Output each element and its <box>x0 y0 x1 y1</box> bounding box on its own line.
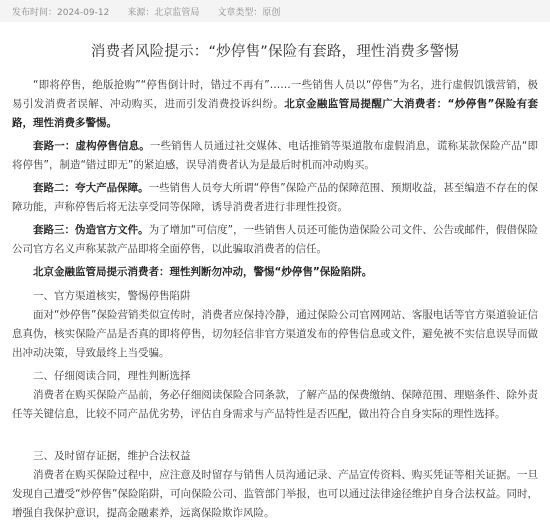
tip-heading: 三、及时留存证据，维护合法权益 <box>33 450 191 462</box>
tip-paragraph: 面对“炒停售”保险营销类似宣传时，消费者应保持冷静，通过保险公司官网网站、客服电话等官方渠道验证信息真伪，核实保险产品是否真的即将停售，切勿轻信非官方渠道发布的停售信息或文件，避免被不实信息误导而做出冲动决策，导致最终上当受骗。 <box>12 309 538 359</box>
routine-text: 为了增加“可信度”，一些销售人员还可能伪造保险公司文件、公告或邮件，假借保险公司官方名义声称某款产品即将全面停售，以此骗取消费者的信任。 <box>12 224 538 255</box>
article-type: 文章类型：原创 <box>217 7 281 18</box>
routine-label: 套路一：虚构停售信息。 <box>33 140 150 152</box>
routine-label: 套路三：伪造官方文件。 <box>33 224 149 236</box>
intro-text: “即将停售，绝版抢购”“停售倒计时，错过不再有”……一些销售人员以“停售”为名，进行虚假饥饿营销，极易引发消费者误解、冲动购买，进而引发消费投诉纠纷。 <box>12 79 538 110</box>
intro-paragraph <box>12 76 538 133</box>
routine-label: 套路二：夸大产品保障。 <box>33 182 149 194</box>
reminder-heading: 北京金融监管局提示消费者：理性判断勿冲动，警惕“炒停售”保险陷阱。 <box>33 266 373 278</box>
tip-paragraph: 消费者在购买保险产品前，务必仔细阅读保险合同条款，了解产品的保费缴纳、保障范围、理赔条件、除外责任等关键信息，比较不同产品优劣势，评估自身需求与产品特性是否匹配，做出符合自身实际的理性选择。 <box>12 389 538 420</box>
routine-text: 一些销售人员通过社交媒体、电话推销等渠道散布虚假消息，谎称某款保险产品“即将停售”，制造“错过即无”的紧迫感，误导消费者认为是最后时机而冲动购买。 <box>12 140 538 171</box>
article-title: 消费者风险提示：“炒停售”保险有套路，理性消费多警惕 <box>90 44 460 60</box>
article-source: 来源：北京监管局 <box>127 7 200 18</box>
routine-paragraph <box>12 221 538 259</box>
routine-paragraph <box>12 137 538 175</box>
publish-date: 发布时间：2024-09-12 <box>12 7 110 18</box>
routine-paragraph <box>12 179 538 217</box>
tip-heading: 二、仔细阅读合同，理性判断选择 <box>33 370 191 382</box>
routine-text: 一些销售人员夸大所谓“停售”保险产品的保障范围、预期收益，甚至编造不存在的保障功能，声称停售后将无法享受同等保障，诱导消费者进行非理性投资。 <box>12 182 538 213</box>
tip-heading: 一、官方渠道核实，警惕停售陷阱 <box>33 290 191 302</box>
intro-bold-reminder: 北京金融监管局提醒广大消费者：“炒停售”保险有套路，理性消费多警惕。 <box>12 98 538 129</box>
tip-paragraph: 消费者在购买保险过程中，应注意及时留存与销售人员沟通记录、产品宣传资料、购买凭证等相关证据。一旦发现自己遭受“炒停售”保险陷阱，可向保险公司、监管部门举报，也可以通过法律途径维护自身合法权益。同时，增强自我保护意识，提高金融素养，远离保险欺诈风险。 <box>12 469 538 519</box>
article-meta-bar <box>0 0 550 22</box>
